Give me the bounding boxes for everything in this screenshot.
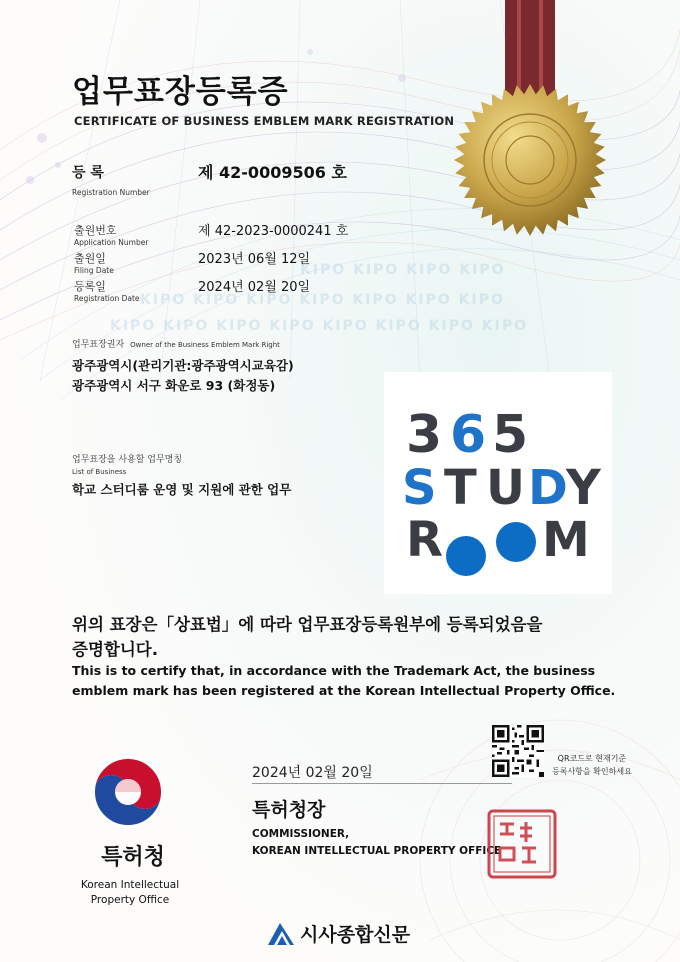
publisher-brand	[266, 920, 410, 947]
emblem-char: T	[444, 460, 477, 516]
qr-code-icon[interactable]	[492, 725, 544, 777]
application-number: 제 42-2023-0000241 호	[198, 224, 349, 239]
emblem-char: 3	[406, 405, 443, 465]
office-name-english: Korean Intellectual Property Office	[80, 879, 180, 906]
commissioner-title-english: COMMISSIONER, KOREAN INTELLECTUAL PROPERTY OFFICE	[252, 828, 502, 857]
emblem-char: D	[528, 460, 568, 516]
watermark-row: KIPO KIPO KIPO KIPO KIPO KIPO KIPO	[140, 292, 505, 308]
emblem-char: S	[402, 460, 437, 516]
emblem-char: Y	[566, 460, 601, 516]
emblem-mark	[384, 372, 612, 594]
owner-label: 업무표장권자 Owner of the Business Emblem Mark Right	[72, 340, 280, 350]
application-label: 출원번호 Application Number	[74, 224, 149, 247]
taeguk-logo-icon	[88, 752, 168, 832]
owner-address: 광주광역시 서구 화운로 93 (화정동)	[72, 378, 276, 393]
owner-name: 광주광역시(관리기관:광주광역시교육감)	[72, 358, 294, 373]
certify-statement-korean: 위의 표장은「상표법」에 따라 업무표장등록원부에 등록되었음을 증명합니다.	[72, 615, 543, 659]
emblem-circle-icon	[496, 522, 536, 562]
registration-label: 등 록 Registration Number	[72, 165, 150, 197]
watermark-row: KIPO KIPO KIPO KIPO KIPO KIPO KIPO KIPO	[110, 318, 528, 334]
qr-caption: QR코드로 현재기준 등록사항을 확인하세요	[552, 754, 632, 776]
emblem-char: R	[406, 512, 443, 568]
registration-date-label: 등록일 Registration Date	[74, 280, 140, 303]
publisher-logo-icon	[266, 921, 296, 947]
issue-date: 2024년 02월 20일	[252, 765, 373, 781]
registration-number: 제 42-0009506 호	[198, 163, 347, 182]
filing-date-label: 출원일 Filing Date	[74, 252, 114, 275]
emblem-char: M	[542, 512, 590, 568]
commissioner-title: 특허청장	[252, 799, 326, 821]
emblem-char: 6	[450, 405, 487, 465]
office-name-korean: 특허청	[101, 845, 165, 870]
gold-seal-icon	[452, 82, 608, 238]
emblem-char: U	[486, 460, 525, 516]
publisher-name: 시사종합신문	[300, 924, 411, 946]
signature-line	[252, 783, 512, 784]
registration-date: 2024년 02월 20일	[198, 280, 311, 295]
emblem-circle-icon	[446, 536, 486, 576]
certificate-title: 업무표장등록증	[72, 74, 289, 110]
emblem-logo-graphic	[384, 372, 612, 594]
watermark-row: KIPO KIPO KIPO KIPO	[300, 262, 506, 278]
emblem-char: 5	[492, 405, 529, 465]
certificate-title-english: CERTIFICATE OF BUSINESS EMBLEM MARK REGISTRATION	[74, 114, 455, 128]
business-label: 업무표장을 사용할 업무명칭 List of Business	[72, 455, 183, 476]
official-stamp-icon	[486, 808, 558, 880]
business-name: 학교 스터디룸 운영 및 지원에 관한 업무	[72, 482, 292, 497]
filing-date: 2023년 06월 12일	[198, 252, 311, 267]
certify-statement-english: This is to certify that, in accordance with the Trademark Act, the business emblem mark has been registered at the Korean Intellectual Property Office.	[72, 663, 616, 698]
